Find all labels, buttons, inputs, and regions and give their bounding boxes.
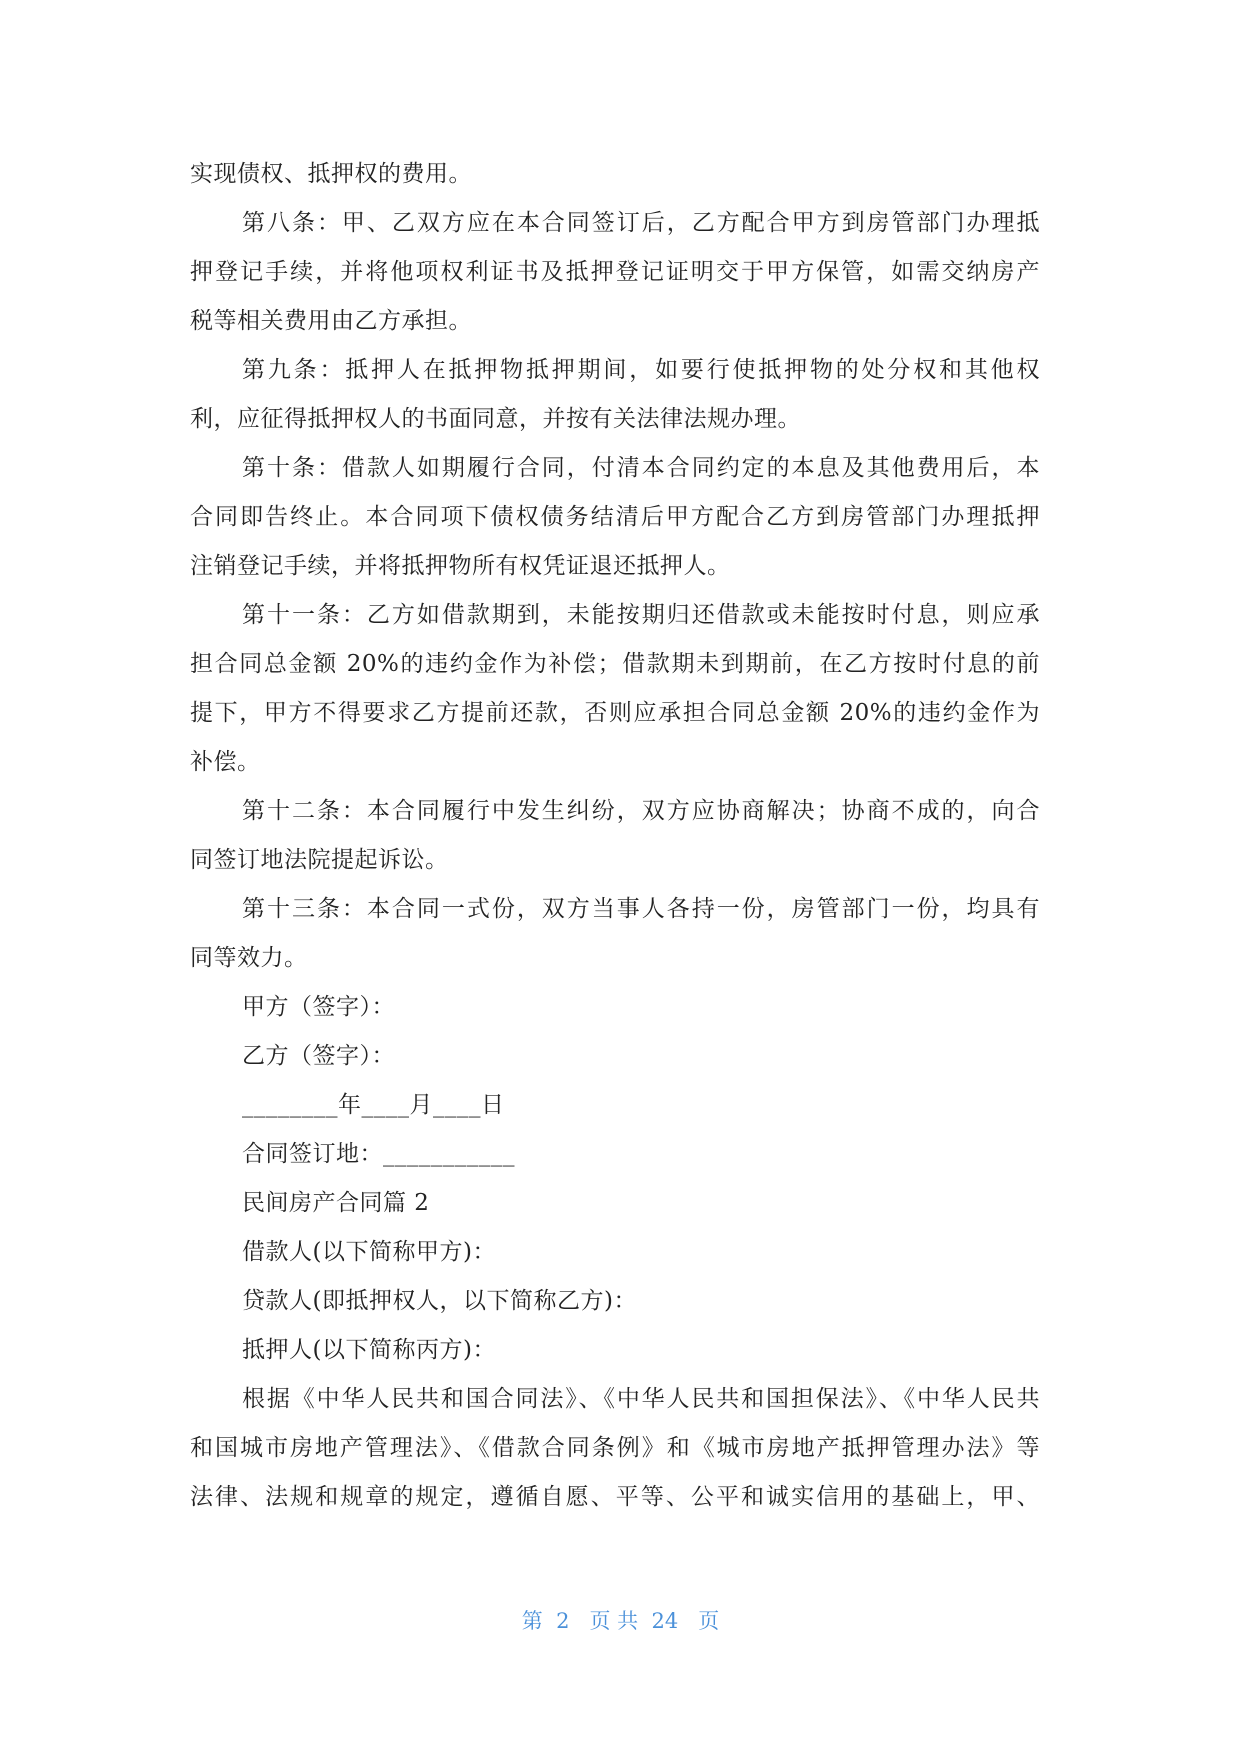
text-line: 法律、法规和规章的规定，遵循自愿、平等、公平和诚实信用的基础上，甲、 bbox=[190, 1484, 1040, 1510]
text-line: 实现债权、抵押权的费用。 bbox=[190, 161, 472, 187]
document-body bbox=[190, 150, 1040, 1522]
text-line: 甲方（签字）： bbox=[242, 994, 395, 1020]
text-line: 合同签订地：___________ bbox=[242, 1141, 515, 1167]
text-line: 根据《中华人民共和国合同法》、《中华人民共和国担保法》、《中华人民共 bbox=[242, 1386, 1040, 1412]
text-line: 第十二条：本合同履行中发生纠纷，双方应协商解决；协商不成的，向合 bbox=[242, 798, 1040, 824]
text-line: 和国城市房地产管理法》、《借款合同条例》和《城市房地产抵押管理办法》等 bbox=[190, 1435, 1040, 1461]
text-line: 利，应征得抵押权人的书面同意，并按有关法律法规办理。 bbox=[190, 406, 801, 432]
text-line: 担合同总金额 20%的违约金作为补偿；借款期未到期前，在乙方按时付息的前 bbox=[190, 651, 1040, 677]
text-line: 贷款人(即抵押权人，以下简称乙方)： bbox=[242, 1288, 637, 1314]
text-line: 第十一条：乙方如借款期到，未能按期归还借款或未能按时付息，则应承 bbox=[242, 602, 1040, 628]
text-line: 第八条：甲、乙双方应在本合同签订后，乙方配合甲方到房管部门办理抵 bbox=[242, 210, 1040, 236]
text-line: 同签订地法院提起诉讼。 bbox=[190, 847, 449, 873]
text-line: 合同即告终止。本合同项下债权债务结清后甲方配合乙方到房管部门办理抵押 bbox=[190, 504, 1040, 530]
page-number-footer: 第 2 页 共 24 页 bbox=[521, 1609, 720, 1633]
text-line: 注销登记手续，并将抵押物所有权凭证退还抵押人。 bbox=[190, 553, 731, 579]
text-line: 补偿。 bbox=[190, 749, 261, 775]
text-line: 抵押人(以下简称丙方)： bbox=[242, 1337, 496, 1363]
text-line: 税等相关费用由乙方承担。 bbox=[190, 308, 472, 334]
text-line: 乙方（签字）： bbox=[242, 1043, 395, 1069]
text-line: 提下，甲方不得要求乙方提前还款，否则应承担合同总金额 20%的违约金作为 bbox=[190, 700, 1040, 726]
text-line: ________年____月____日 bbox=[242, 1092, 505, 1118]
text-line: 民间房产合同篇 2 bbox=[242, 1190, 430, 1216]
text-line: 押登记手续，并将他项权利证书及抵押登记证明交于甲方保管，如需交纳房产 bbox=[190, 259, 1040, 285]
text-line: 第九条：抵押人在抵押物抵押期间，如要行使抵押物的处分权和其他权 bbox=[242, 357, 1040, 383]
text-line: 第十三条：本合同一式份，双方当事人各持一份，房管部门一份，均具有 bbox=[242, 896, 1040, 922]
text-line: 第十条：借款人如期履行合同，付清本合同约定的本息及其他费用后，本 bbox=[242, 455, 1040, 481]
text-line: 同等效力。 bbox=[190, 945, 308, 971]
text-line: 借款人(以下简称甲方)： bbox=[242, 1239, 496, 1265]
